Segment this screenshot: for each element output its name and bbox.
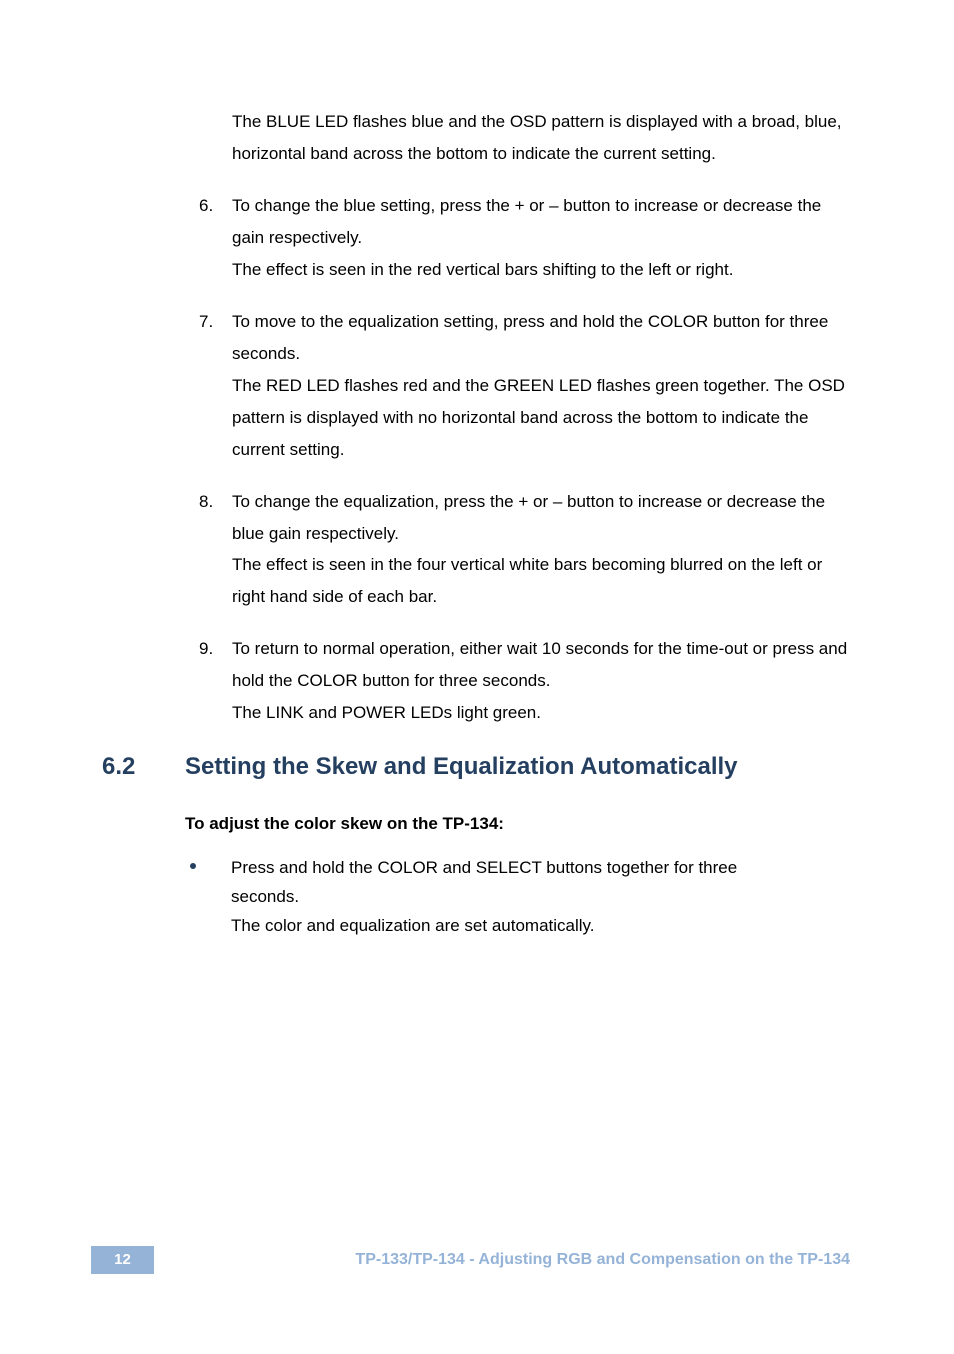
step-text: To move to the equalization setting, press and hold the COLOR button for three seconds. [232,312,829,363]
bullet-content [231,853,831,940]
footer-title: TP-133/TP-134 - Adjusting RGB and Compensation on the TP-134 [355,1251,850,1268]
procedure-heading: To adjust the color skew on the TP-134: [185,814,504,833]
step-number: 9. [199,639,214,658]
section-heading [102,750,738,784]
step-note: The effect is seen in the red vertical bars shifting to the left or right. [232,260,734,279]
step-text: To change the equalization, press the + or – button to increase or decrease the blue gain respectively. [232,492,826,543]
step-note: The LINK and POWER LEDs light green. [232,703,541,722]
bullet-icon [190,863,196,869]
step-note: The effect is seen in the four vertical white bars becoming blurred on the left or right hand side of each bar. [232,555,823,606]
step-number: 7. [199,312,214,331]
intro-paragraph: The BLUE LED flashes blue and the OSD pattern is displayed with a broad, blue, horizontal band across the bottom to indicate the current setting. [232,112,842,163]
step-number: 8. [199,492,214,511]
step-note: The RED LED flashes red and the GREEN LED flashes green together. The OSD pattern is displayed with no horizontal band across the bottom to indicate the current setting. [232,376,845,459]
step-text: To change the blue setting, press the + or – button to increase or decrease the gain respectively. [232,196,822,247]
step-number: 6. [199,196,214,215]
footer-page-number: 12 [91,1246,154,1274]
section-title: Setting the Skew and Equalization Automatically [185,753,738,780]
bullet-text: Press and hold the COLOR and SELECT buttons together for three seconds. [231,858,738,906]
bullet-note: The color and equalization are set automatically. [231,916,595,935]
section-number: 6.2 [102,753,136,780]
step-text: To return to normal operation, either wait 10 seconds for the time-out or press and hold the COLOR button for three seconds. [232,639,848,690]
